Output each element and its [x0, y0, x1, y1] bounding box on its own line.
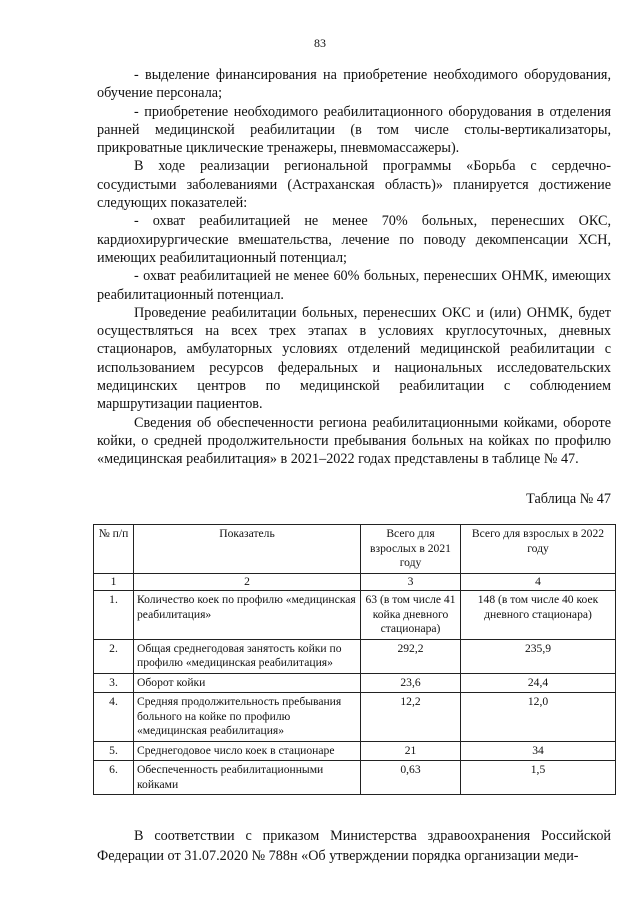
col-index-2: 2 [134, 573, 361, 591]
table-caption: Таблица № 47 [526, 491, 611, 507]
row-num: 2. [94, 639, 134, 673]
table-row [94, 673, 616, 693]
row-value-2021: 23,6 [361, 673, 461, 693]
col-index-4: 4 [461, 573, 616, 591]
paragraph-oks-coverage: - охват реабилитацией не менее 70% больных, перенесших ОКС, кардиохирургические вмешательства, лечение по поводу декомпенсации ХСН, имеющих реабилитационный потенциал; [97, 213, 611, 266]
paragraph-onmk-coverage: - охват реабилитацией не менее 60% больных, перенесших ОНМК, имеющих реабилитационный потенциал. [97, 268, 611, 303]
row-num: 4. [94, 693, 134, 742]
row-indicator: Количество коек по профилю «медицинская реабилитация» [134, 591, 361, 640]
header-num: № п/п [94, 525, 134, 574]
header-indicator: Показатель [134, 525, 361, 574]
table-row [94, 591, 616, 640]
row-indicator: Оборот койки [134, 673, 361, 693]
body-text [97, 66, 611, 469]
row-value-2022: 148 (в том числе 40 коек дневного стационара) [461, 591, 616, 640]
table-row [94, 639, 616, 673]
row-value-2021: 63 (в том числе 41 койка дневного стационара) [361, 591, 461, 640]
row-value-2022: 34 [461, 741, 616, 761]
paragraph-equipment: - приобретение необходимого реабилитационного оборудования в отделения ранней медицинской реабилитации (в том числе столы-вертикализаторы, прикроватные циклические тренажеры, пневмомассажеры). [97, 103, 611, 157]
row-value-2021: 292,2 [361, 639, 461, 673]
row-value-2022: 12,0 [461, 693, 616, 742]
row-indicator: Обеспеченность реабилитационными койками [134, 761, 361, 795]
row-value-2021: 0,63 [361, 761, 461, 795]
paragraph-program: В ходе реализации региональной программы «Борьба с сердечно-сосудистыми заболеваниями (Астраханская область)» планируется достижение следующих показателей: [97, 158, 611, 212]
row-num: 3. [94, 673, 134, 693]
paragraph-table-intro: Сведения об обеспеченности региона реабилитационными койками, обороте койки, о средней продолжительности пребывания больных на койках по профилю «медицинская реабилитация» в 2021–2022 годах представлены в таблице № 47. [97, 414, 611, 468]
table-row [94, 741, 616, 761]
row-num: 1. [94, 591, 134, 640]
row-value-2021: 12,2 [361, 693, 461, 742]
table-row [94, 693, 616, 742]
table-column-index-row [94, 573, 616, 591]
row-value-2022: 1,5 [461, 761, 616, 795]
row-indicator: Среднегодовое число коек в стационаре [134, 741, 361, 761]
closing-text [97, 826, 611, 866]
row-value-2022: 235,9 [461, 639, 616, 673]
row-value-2022: 24,4 [461, 673, 616, 693]
header-2022: Всего для взрослых в 2022 году [461, 525, 616, 574]
row-value-2021: 21 [361, 741, 461, 761]
table-header-row [94, 525, 616, 574]
row-indicator: Средняя продолжительность пребывания больного на койке по профилю «медицинская реабилитация» [134, 693, 361, 742]
row-num: 5. [94, 741, 134, 761]
rehab-beds-table [93, 524, 616, 795]
col-index-3: 3 [361, 573, 461, 591]
row-num: 6. [94, 761, 134, 795]
page-number: 83 [314, 36, 326, 50]
paragraph-rehab-stages: Проведение реабилитации больных, перенесших ОКС и (или) ОНМК, будет осуществляться на всех трех этапах в условиях круглосуточных, дневных стационаров, амбулаторных условиях отделений медицинской реабилитации с использованием ресурсов федеральных и национальных исследовательских медицинских центров по медицинской реабилитации с соблюдением маршрутизации пациентов. [97, 304, 611, 413]
row-indicator: Общая среднегодовая занятость койки по профилю «медицинская реабилитация» [134, 639, 361, 673]
paragraph-funding: - выделение финансирования на приобретение необходимого оборудования, обучение персонала; [97, 67, 611, 102]
paragraph-order-reference: В соответствии с приказом Министерства здравоохранения Российской Федерации от 31.07.2020 № 788н «Об утверждении порядка организации меди- [97, 828, 611, 864]
header-2021: Всего для взрослых в 2021 году [361, 525, 461, 574]
col-index-1: 1 [94, 573, 134, 591]
table-row [94, 761, 616, 795]
